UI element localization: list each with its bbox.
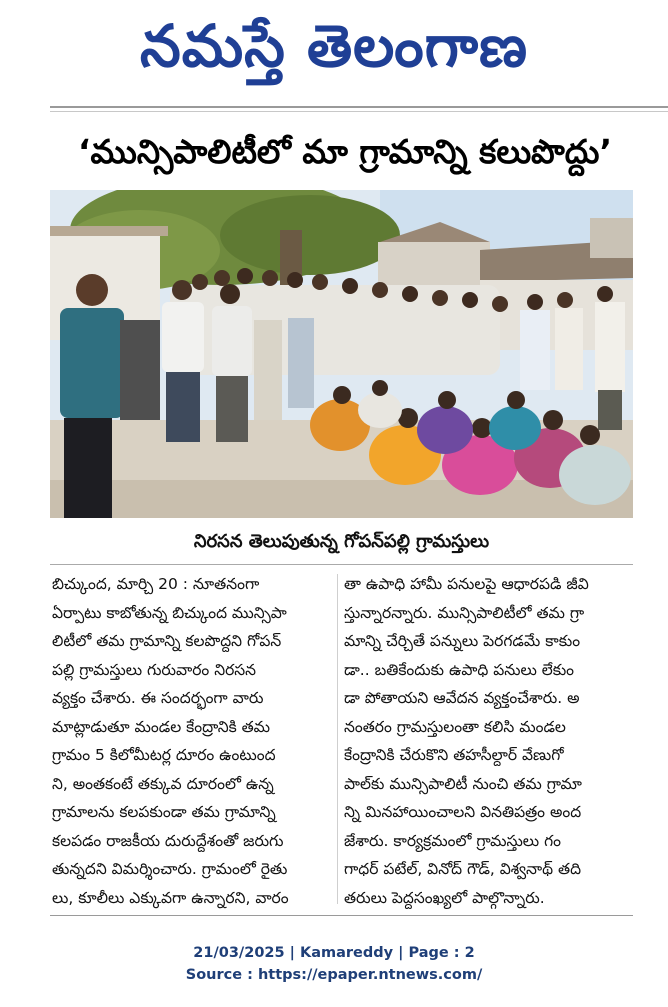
article-column-right <box>344 570 622 912</box>
article-line: బిచ్కుంద, మార్చి 20 : నూతనంగా <box>52 575 260 593</box>
article-line: పాల్‌కు మున్సిపాలిటీ నుంచి తమ గ్రామా <box>344 774 582 793</box>
article-line: లు, కూలీలు ఎక్కువగా ఉన్నారని, వారం <box>52 888 289 907</box>
news-photo <box>50 190 633 518</box>
article-column-left <box>52 570 330 912</box>
article-line: గాధర్‌ పటేల్‌, వినోద్‌ గౌడ్‌, విశ్వనాథ్‌ తది <box>344 860 582 878</box>
article-line: ని, అంతకంటే తక్కువ దూరంలో ఉన్న <box>52 774 274 793</box>
masthead-rule-thin <box>50 111 668 112</box>
article-line: తా ఉపాధి హామీ పనులపై ఆధారపడి జీవి <box>344 575 589 593</box>
article-line: మాట్లాడుతూ మండల కేంద్రానికి తమ <box>52 717 271 736</box>
article-line: కలపడం రాజకీయ దురుద్దేశంతో జరుగు <box>52 831 284 850</box>
caption-rule <box>50 564 633 565</box>
photo-caption: నిరసన తెలుపుతున్న గోపన్‌పల్లి గ్రామస్తులు <box>193 531 490 552</box>
footer-dateline: 21/03/2025 | Kamareddy | Page : 2 <box>193 945 475 961</box>
masthead-rule <box>50 106 668 108</box>
article-line: గ్రామాలను కలపకుండా తమ గ్రామాన్ని <box>52 803 276 821</box>
article-headline: ‘మున్సిపాలిటీలో మా గ్రామాన్ని కలుపొద్దు’ <box>77 132 613 171</box>
article-line: తున్నదని విమర్శించారు. గ్రామంలో రైతు <box>52 860 288 878</box>
article-line: స్తున్నారన్నారు. మున్సిపాలిటీలో తమ గ్రా <box>344 603 585 622</box>
article-line: జేశారు. కార్యక్రమంలో గ్రామస్తులు గం <box>344 831 561 850</box>
article-line: పల్లి గ్రామస్తులు గురువారం నిరసన <box>52 660 257 679</box>
article-line: ఏర్పాటు కాబోతున్న బిచ్కుంద మున్సిపా <box>52 603 287 622</box>
column-divider <box>337 574 338 904</box>
article-line: నంతరం గ్రామస్తులంతా కలిసి మండల <box>344 717 566 736</box>
masthead <box>0 0 668 100</box>
footer-source: Source : https://epaper.ntnews.com/ <box>185 967 483 983</box>
article-line: మాన్ని చేర్చితే పన్నులు పెరగడమే కాకుం <box>344 632 581 650</box>
article-line: లిటీలో తమ గ్రామాన్ని కలపొద్దని గోపన్‌ <box>52 632 282 650</box>
article-line: డా.. బతికేందుకు ఉపాధి పనులు లేకుం <box>344 660 575 679</box>
article-line: తరులు పెద్దసంఖ్యలో పాల్గొన్నారు. <box>344 888 545 907</box>
article-line: కేంద్రానికి చేరుకొని తహసీల్దార్‌ వేణుగో <box>344 746 564 764</box>
article-line: న్ని మినహాయించాలని వినతిపత్రం అంద <box>344 803 582 821</box>
newspaper-logo: నమస్తే తెలంగాణ <box>140 12 528 80</box>
article-line: డా పోతాయని ఆవేదన వ్యక్తంచేశారు. అ <box>344 689 580 707</box>
article-line: వ్యక్తం చేశారు. ఈ సందర్భంగా వారు <box>52 689 264 707</box>
article-line: గ్రామం 5 కిలోమీటర్ల దూరం ఉంటుంద <box>52 746 276 764</box>
footer-rule <box>50 915 633 916</box>
